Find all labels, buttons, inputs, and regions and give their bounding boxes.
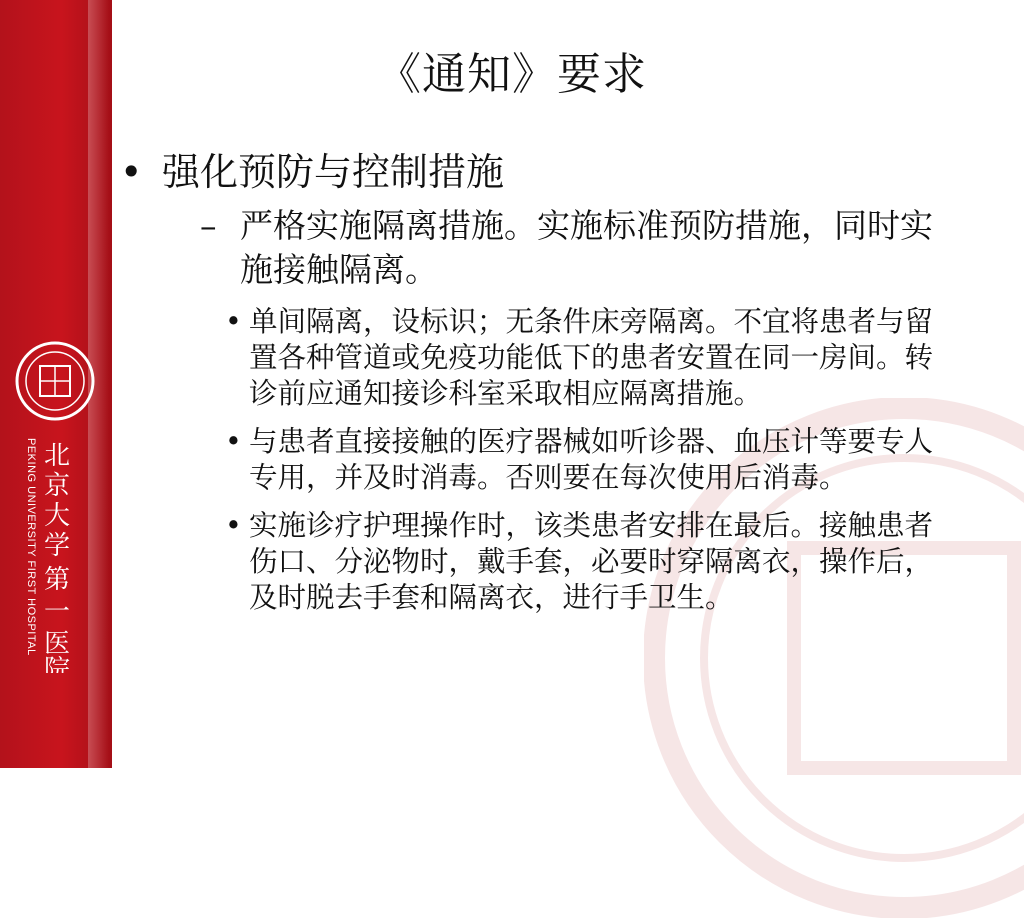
sidebar-band — [0, 0, 112, 768]
hospital-name-logo — [18, 438, 98, 673]
bullet-level-3 — [225, 304, 939, 412]
svg-text:医: 医 — [44, 629, 71, 659]
svg-text:PEKING UNIVERSITY FIRST HOSPIT: PEKING UNIVERSITY FIRST HOSPITAL — [25, 438, 37, 656]
bullet-dot: • — [120, 150, 143, 194]
svg-text:京: 京 — [44, 471, 71, 501]
bullet-text: 严格实施隔离措施。实施标准预防措施，同时实施接触隔离。 — [240, 206, 933, 289]
bullet-dot: • — [225, 509, 242, 542]
bullet-level-3 — [225, 424, 939, 496]
bullet-text: 强化预防与控制措施 — [162, 150, 505, 194]
bullet-text: 单间隔离，设标识；无条件床旁隔离。不宜将患者与留置各种管道或免疫功能低下的患者安置在同一房间。转诊前应通知接诊科室采取相应隔离措施。 — [249, 305, 934, 410]
svg-text:一: 一 — [44, 597, 71, 627]
bullet-level-1 — [120, 146, 960, 198]
slide-title: 《通知》要求 — [377, 49, 647, 100]
bullet-level-2 — [200, 204, 960, 292]
svg-text:第: 第 — [44, 565, 71, 595]
bullet-text: 与患者直接接触的医疗器械如听诊器、血压计等要专人专用，并及时消毒。否则要在每次使用后消毒。 — [249, 425, 934, 494]
bullet-dot: • — [225, 305, 242, 338]
hospital-seal-icon — [14, 340, 96, 422]
svg-text:学: 学 — [44, 531, 71, 561]
bullet-dash: – — [200, 206, 217, 245]
bullet-level-3 — [225, 508, 939, 616]
slide-content — [120, 146, 960, 616]
bullet-dot: • — [225, 425, 242, 458]
svg-text:大: 大 — [44, 501, 71, 531]
bullet-text: 实施诊疗护理操作时，该类患者安排在最后。接触患者伤口、分泌物时，戴手套，必要时穿隔离衣，操作后，及时脱去手套和隔离衣，进行手卫生。 — [249, 509, 934, 614]
svg-text:北: 北 — [44, 441, 71, 471]
svg-text:院: 院 — [44, 655, 71, 673]
